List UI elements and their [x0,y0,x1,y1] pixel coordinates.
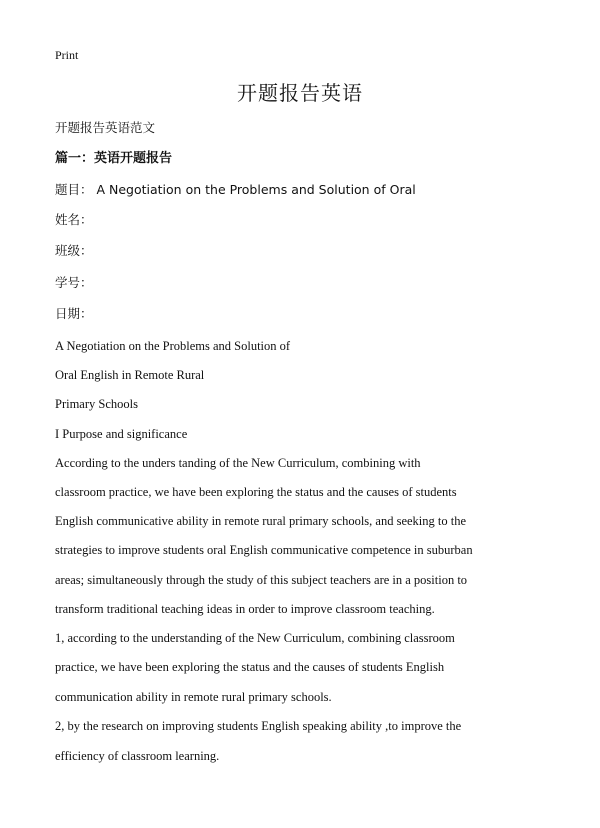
body-line: According to the unders tanding of the New Curriculum, combining with [55,456,421,470]
print-label: Print [55,48,79,62]
body-line: communication ability in remote rural primary schools. [55,690,332,704]
field-name: 姓名： [55,212,93,227]
body-line: transform traditional teaching ideas in order to improve classroom teaching. [55,602,435,616]
document-title: 开题报告英语 [237,81,363,105]
field-date: 日期： [55,306,93,321]
body-line: 2, by the research on improving students English speaking ability ,to improve the [55,719,462,733]
document-subtitle: 开题报告英语范文 [55,120,156,135]
paper-title-line: Oral English in Remote Rural [55,368,205,382]
body-line: practice, we have been exploring the status and the causes of students English [55,660,445,674]
body-line: efficiency of classroom learning. [55,749,220,763]
body-line: I Purpose and significance [55,427,188,441]
paper-title-line: Primary Schools [55,397,138,411]
body-line: strategies to improve students oral English communicative competence in suburban [55,543,473,557]
body-line: areas; simultaneously through the study of this subject teachers are in a position to [55,573,468,587]
section-heading: 篇一：英语开题报告 [55,151,173,166]
field-class: 班级： [55,243,93,258]
field-student-id: 学号： [55,275,93,290]
body-line: classroom practice, we have been exploring the status and the causes of students [55,485,457,499]
paper-title-line: A Negotiation on the Problems and Solution of [55,339,291,353]
field-topic: 题目： A Negotiation on the Problems and Solution of Oral [55,182,416,197]
body-line: 1, according to the understanding of the New Curriculum, combining classroom [55,631,455,645]
body-line: English communicative ability in remote rural primary schools, and seeking to the [55,514,467,528]
